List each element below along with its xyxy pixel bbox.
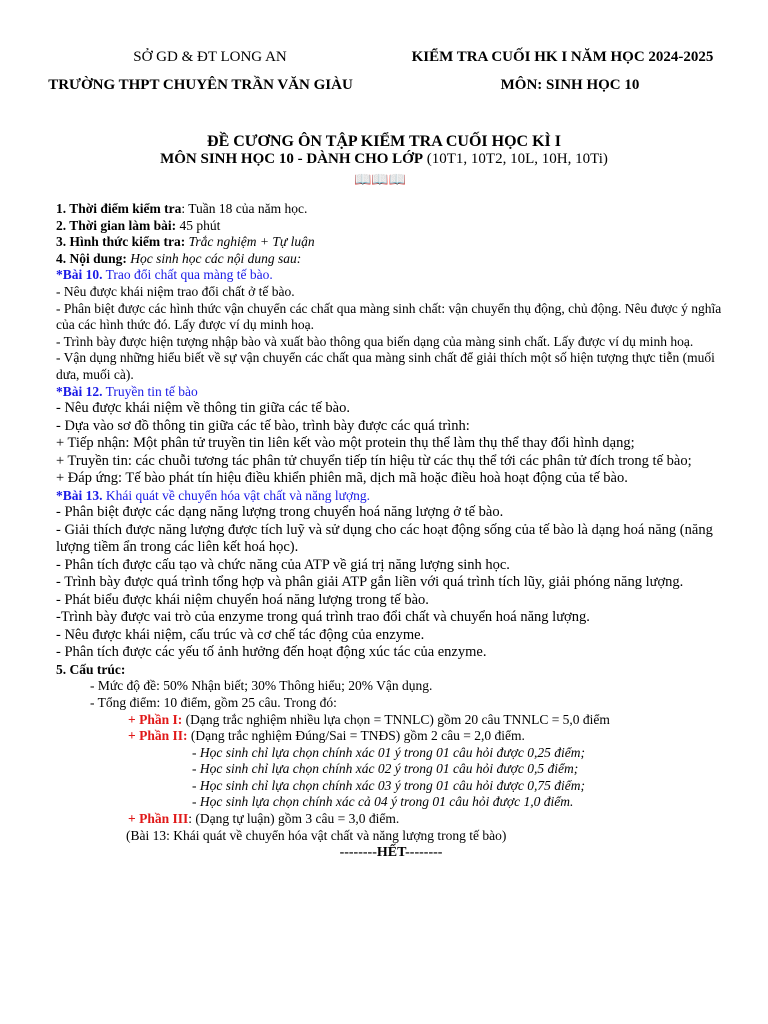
info-content: 4. Nội dung: Học sinh học các nội dung sau:	[56, 250, 302, 266]
lesson-13-item: - Trình bày được quá trình tổng hợp và phân giải ATP gắn liền với quá trình tích lũy, giải phóng năng lượng.	[56, 574, 684, 591]
lesson-10-item: - Nêu được khái niệm trao đổi chất ở tế bào.	[56, 283, 295, 299]
lesson-12-heading: *Bài 12. Truyền tin tế bào	[56, 383, 198, 399]
document-body	[56, 201, 726, 876]
lesson-13-item: -Trình bày được vai trò của enzyme trong quá trình trao đổi chất và chuyển hoá năng lượng.	[56, 609, 590, 626]
lesson-13-item: - Phát biểu được khái niệm chuyển hoá năng lượng trong tế bào.	[56, 591, 429, 608]
subtitle-classes: (10T1, 10T2, 10L, 10H, 10Ti)	[423, 151, 608, 167]
lesson-13-item: - Nêu được khái niệm, cấu trúc và cơ chế tác động của enzyme.	[56, 626, 425, 643]
structure-total: - Tổng điểm: 10 điểm, gồm 25 câu. Trong đó:	[90, 694, 337, 710]
lesson-13-item: - Giải thích được năng lượng được tích luỹ và sử dụng cho các hoạt động sống của tế bào là dạng hoá năng (năng lượng tiềm ẩn trong các liên kết hoá học).	[56, 521, 713, 556]
structure-part-1: + Phần I: (Dạng trắc nghiệm nhiều lựa chọn = TNNLC) gồm 20 câu TNNLC = 5,0 điểm	[128, 711, 610, 727]
lesson-13-item: - Phân tích được cấu tạo và chức năng của ATP về giá trị năng lượng sinh học.	[56, 556, 510, 573]
part-2-note: - Học sinh chỉ lựa chọn chính xác 02 ý trong 01 câu hỏi được 0,5 điểm;	[192, 761, 579, 777]
lesson-10-item: - Phân biệt được các hình thức vận chuyển các chất qua màng sinh chất: vận chuyển thụ động, chủ động. Nêu được ý nghĩa của các hình thức đó. Lấy được ví dụ minh hoạ.	[56, 300, 722, 333]
school-name: TRƯỜNG THPT CHUYÊN TRẦN VĂN GIÀU	[48, 77, 353, 93]
lesson-10-item: - Vận dụng những hiểu biết về sự vận chuyển các chất qua màng sinh chất để giải thích một số hiện tượng thực tiễn (muối dưa, muối cà).	[56, 350, 715, 382]
end-marker: --------HẾT--------	[339, 845, 443, 861]
document-subtitle	[0, 150, 768, 168]
lesson-10-heading: *Bài 10. Trao đổi chất qua màng tế bào.	[56, 267, 273, 283]
exam-title: KIỂM TRA CUỐI HK I NĂM HỌC 2024-2025	[411, 49, 714, 65]
lesson-12-item: + Tiếp nhận: Một phân tử truyền tin liên kết vào một protein thụ thể làm thụ thể thay đổi hình dạng;	[56, 435, 635, 452]
subject-name: MÔN: SINH HỌC 10	[500, 77, 640, 93]
structure-level: - Mức độ đề: 50% Nhận biết; 30% Thông hiểu; 20% Vận dụng.	[90, 678, 433, 694]
structure-part-3: + Phần III: (Dạng tự luận) gồm 3 câu = 3,0 điểm.	[128, 811, 400, 827]
part-2-note: - Học sinh lựa chọn chính xác cả 04 ý trong 01 câu hỏi được 1,0 điểm.	[192, 794, 574, 810]
part-2-note: - Học sinh chỉ lựa chọn chính xác 01 ý trong 01 câu hỏi được 0,25 điểm;	[192, 744, 585, 760]
info-format: 3. Hình thức kiểm tra: Trắc nghiệm + Tự luận	[56, 234, 315, 250]
part-2-note: - Học sinh chỉ lựa chọn chính xác 03 ý trong 01 câu hỏi được 0,75 điểm;	[192, 777, 585, 793]
department-name: SỞ GD & ĐT LONG AN	[133, 49, 287, 65]
document-title: ĐỀ CƯƠNG ÔN TẬP KIỂM TRA CUỐI HỌC KÌ I	[207, 133, 561, 150]
structure-heading: 5. Cấu trúc:	[56, 661, 126, 677]
lesson-13-item: - Phân tích được các yếu tố ảnh hưởng đến hoạt động xúc tác của enzyme.	[56, 644, 487, 661]
lesson-12-item: + Đáp ứng: Tế bào phát tín hiệu điều khiển phiên mã, dịch mã hoặc điều hoà hoạt động của tế bào.	[56, 470, 628, 487]
book-icons: 📖📖📖	[354, 173, 407, 188]
lesson-12-item: + Truyền tin: các chuỗi tương tác phân tử chuyển tiếp tín hiệu từ các thụ thể tới các phân tử đích trong tế bào;	[56, 452, 692, 469]
lesson-13-heading: *Bài 13. Khái quát về chuyển hóa vật chất và năng lượng.	[56, 487, 371, 503]
info-duration: 2. Thời gian làm bài: 45 phút	[56, 217, 221, 233]
info-time: 1. Thời điểm kiểm tra: Tuần 18 của năm học.	[56, 201, 308, 216]
lesson-12-item: - Dựa vào sơ đồ thông tin giữa các tế bào, trình bày được các quá trình:	[56, 417, 470, 434]
lesson-10-item: - Trình bày được hiện tượng nhập bào và xuất bào thông qua biến dạng của màng sinh chất. Lấy được ví dụ minh hoạ.	[56, 333, 694, 349]
lesson-12-item: - Nêu được khái niệm về thông tin giữa các tế bào.	[56, 400, 350, 417]
subtitle-bold: MÔN SINH HỌC 10 - DÀNH CHO LỚP	[160, 151, 424, 167]
lesson-13-item: - Phân biệt được các dạng năng lượng trong chuyển hoá năng lượng ở tế bào.	[56, 504, 504, 521]
structure-part-2: + Phần II: (Dạng trắc nghiệm Đúng/Sai = TNĐS) gồm 2 câu = 2,0 điểm.	[128, 728, 525, 744]
part-3-note: (Bài 13: Khái quát về chuyển hóa vật chất và năng lượng trong tế bào)	[126, 827, 507, 843]
